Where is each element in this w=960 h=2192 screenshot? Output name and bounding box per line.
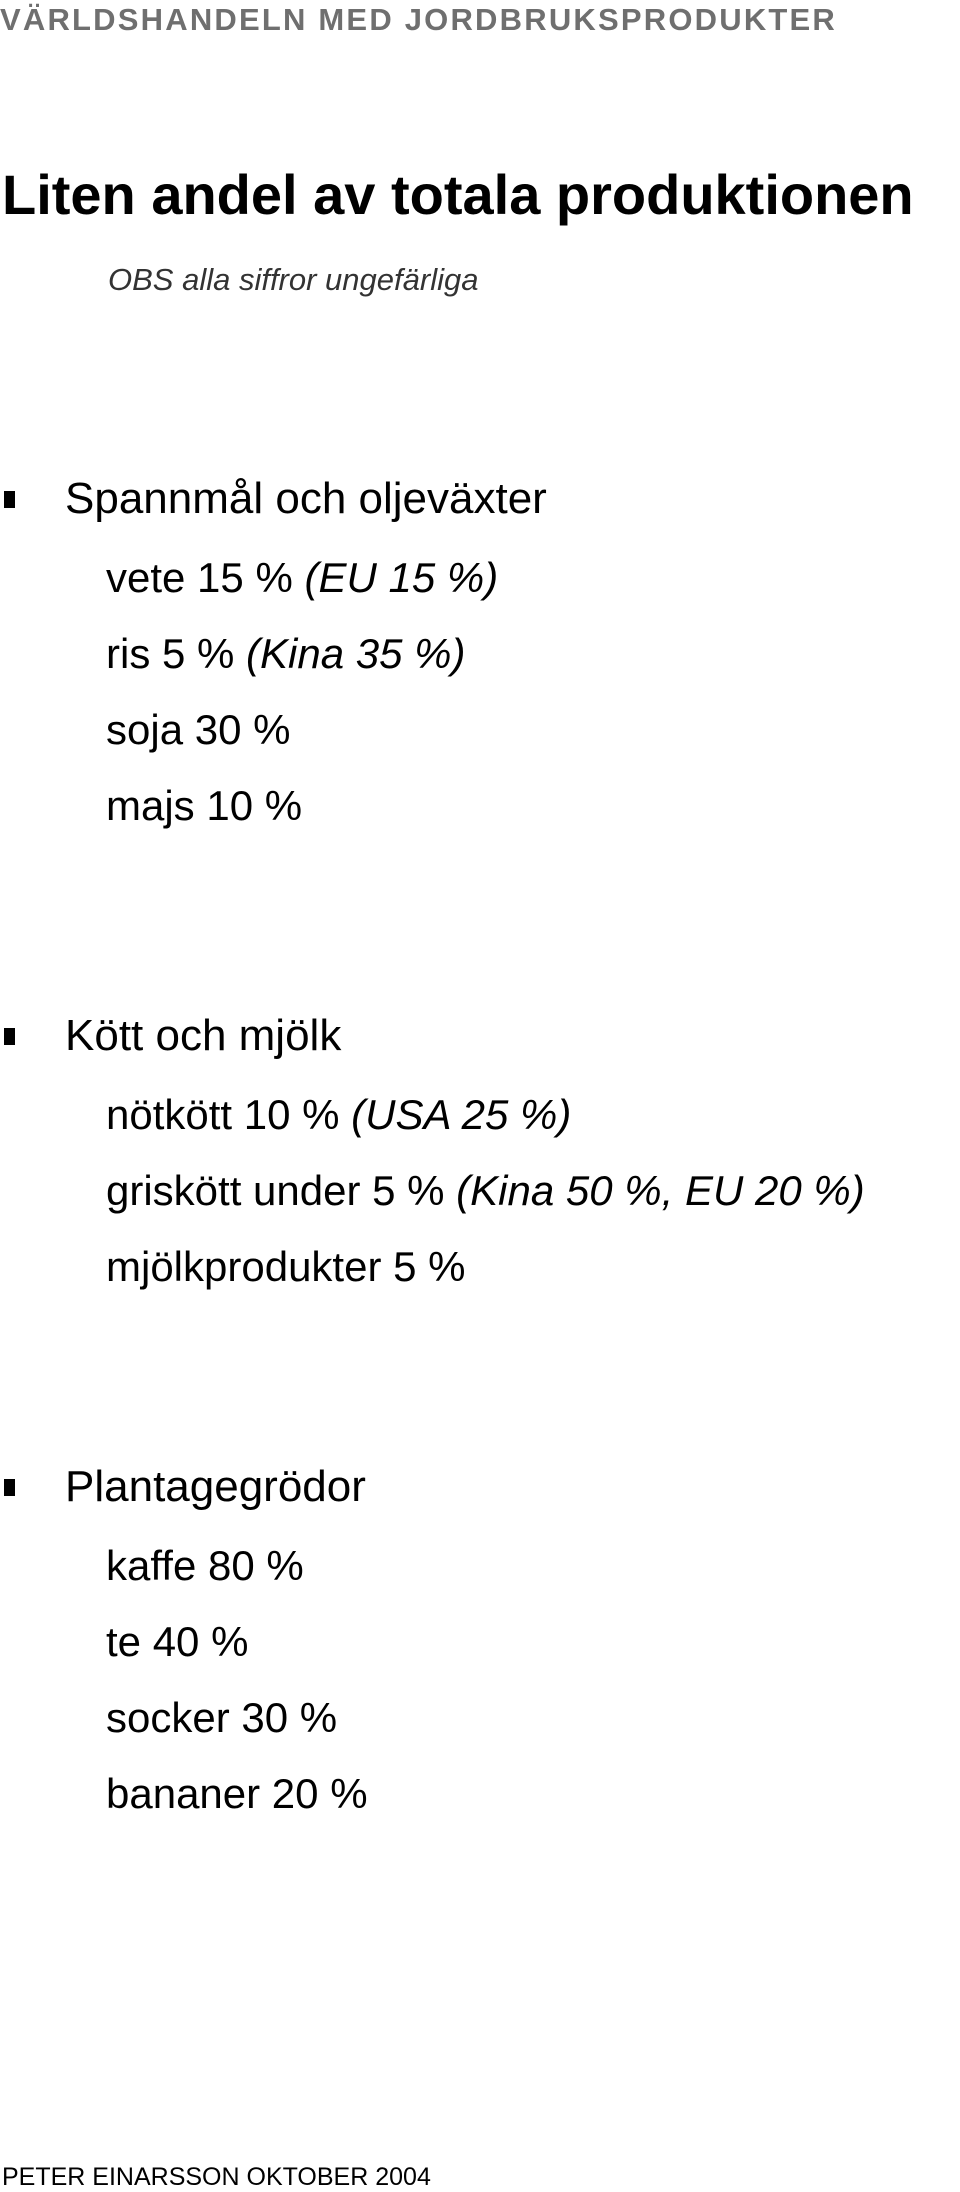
section-spannmal: [0, 468, 960, 844]
list-item: [106, 616, 960, 692]
item-list: [0, 1528, 960, 1832]
section-kott-och-mjolk: [0, 1005, 960, 1305]
square-bullet-icon: [4, 1479, 15, 1496]
list-item: [106, 1153, 960, 1229]
list-item: [106, 1229, 960, 1305]
item-text: vete 15 %: [106, 554, 305, 601]
section-title: Kött och mjölk: [65, 1011, 342, 1060]
list-item: [106, 768, 960, 844]
square-bullet-icon: [4, 1028, 15, 1045]
item-note: (USA 25 %): [351, 1091, 572, 1138]
section-heading: [0, 1456, 960, 1518]
item-list: [0, 540, 960, 844]
list-item: [106, 1756, 960, 1832]
item-text: kaffe 80 %: [106, 1542, 304, 1589]
item-text: nötkött 10 %: [106, 1091, 352, 1138]
section-heading: [0, 468, 960, 530]
section-title: Spannmål och oljeväxter: [65, 474, 547, 523]
list-item: [106, 1680, 960, 1756]
document-footer: PETER EINARSSON OKTOBER 2004: [2, 2163, 431, 2191]
item-text: griskött under 5 %: [106, 1167, 457, 1214]
item-text: socker 30 %: [106, 1694, 338, 1741]
item-note: (Kina 50 %, EU 20 %): [456, 1167, 865, 1214]
item-text: mjölkprodukter 5 %: [106, 1243, 466, 1290]
list-item: [106, 540, 960, 616]
item-text: majs 10 %: [106, 782, 303, 829]
item-text: bananer 20 %: [106, 1770, 368, 1817]
list-item: [106, 692, 960, 768]
item-note: (Kina 35 %): [246, 630, 466, 677]
list-item: [106, 1528, 960, 1604]
list-item: [106, 1604, 960, 1680]
section-title: Plantagegrödor: [65, 1462, 366, 1511]
page-subtitle: OBS alla siffror ungefärliga: [108, 262, 479, 297]
item-text: ris 5 %: [106, 630, 247, 677]
item-list: [0, 1077, 960, 1305]
item-text: te 40 %: [106, 1618, 249, 1665]
section-plantagegrodor: [0, 1456, 960, 1832]
item-text: soja 30 %: [106, 706, 291, 753]
list-item: [106, 1077, 960, 1153]
document-header: VÄRLDSHANDELN MED JORDBRUKSPRODUKTER: [0, 2, 838, 37]
page-title: Liten andel av totala produktionen: [2, 163, 914, 226]
square-bullet-icon: [4, 491, 15, 508]
item-note: (EU 15 %): [304, 554, 499, 601]
section-heading: [0, 1005, 960, 1067]
